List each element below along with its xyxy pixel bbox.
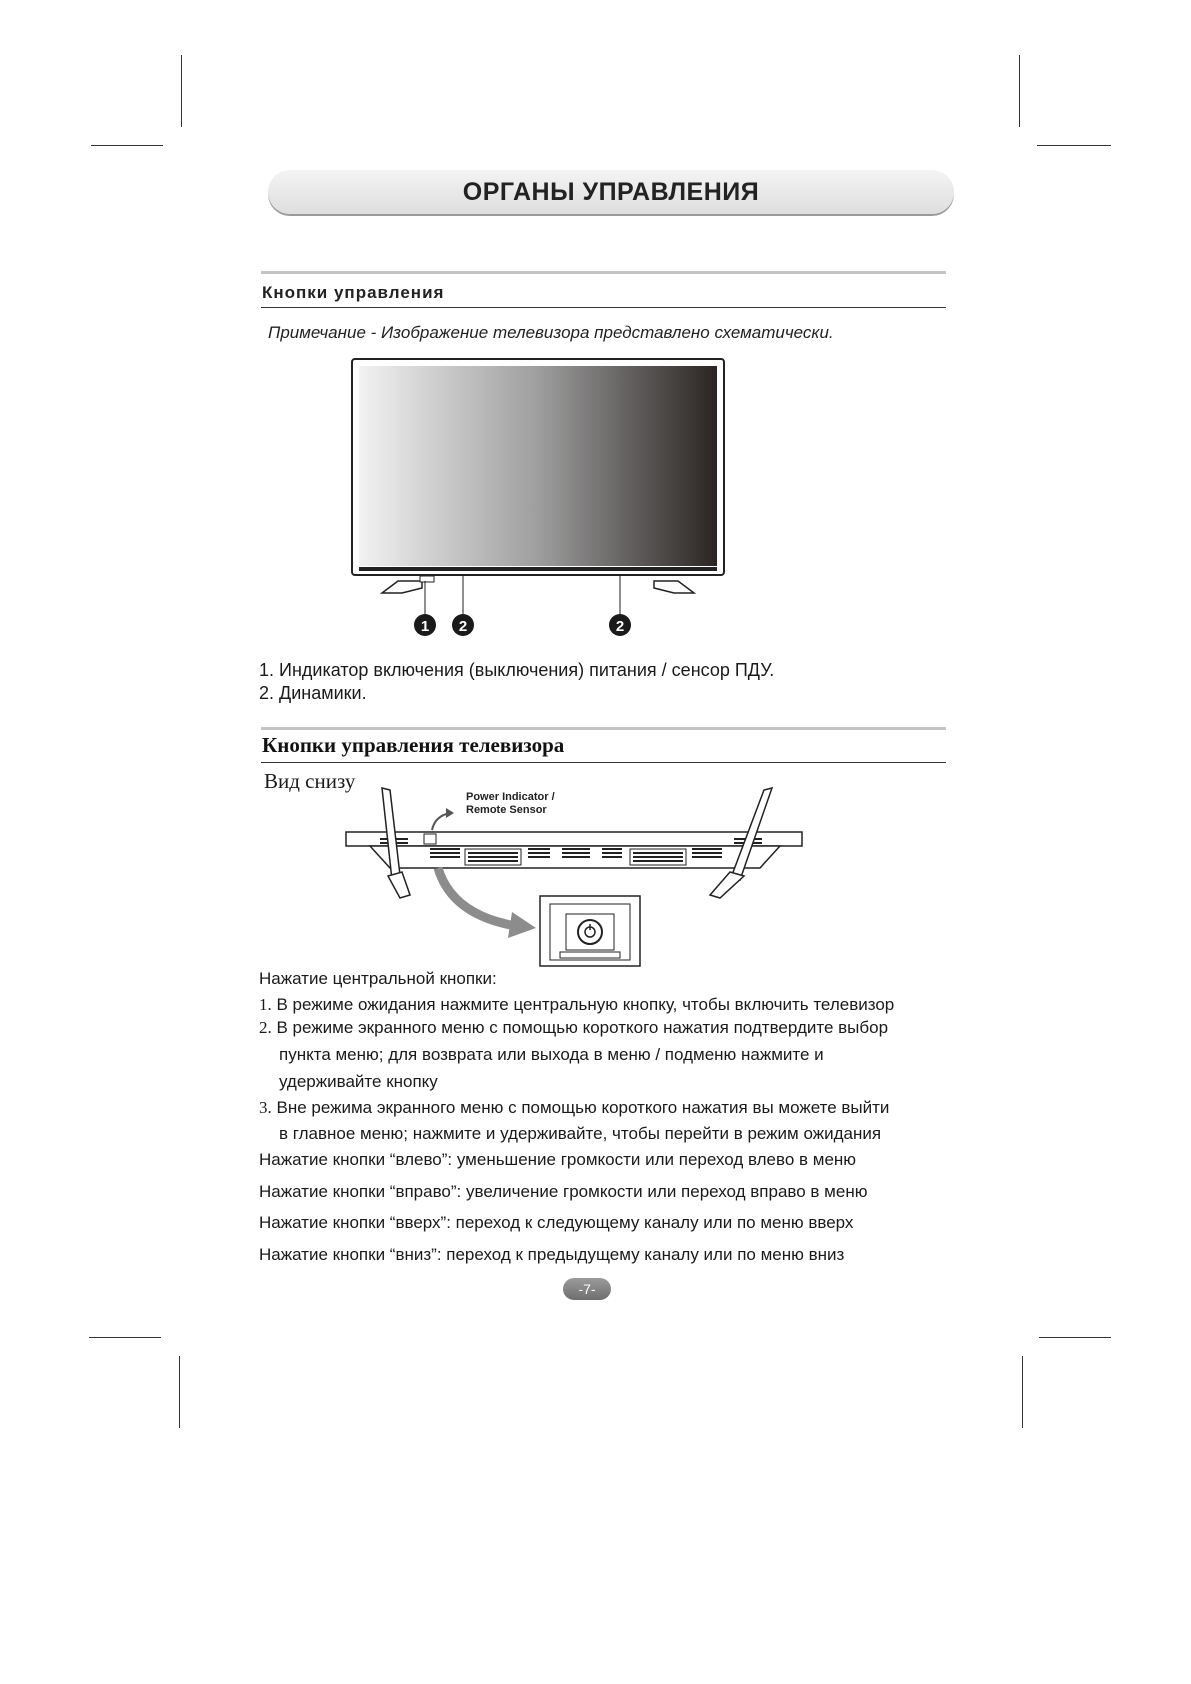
power-button-icon — [578, 920, 602, 944]
crop-mark — [1022, 1356, 1023, 1428]
crop-mark — [89, 1337, 161, 1338]
crop-mark — [1019, 55, 1020, 127]
view-label: Вид снизу — [264, 769, 356, 793]
diagram-label: Remote Sensor — [466, 804, 547, 816]
list-item — [259, 995, 894, 1015]
callout-2 — [452, 614, 474, 636]
list-text: В режиме ожидания нажмите центральную кнопку, чтобы включить телевизор — [276, 995, 895, 1014]
callout-label: 2 — [458, 618, 468, 635]
tv-bottom-view-diagram — [340, 780, 820, 970]
direction-right-text: Нажатие кнопки “вправо”: увеличение громкости или переход вправо в меню — [259, 1182, 868, 1201]
page-number: -7- — [563, 1278, 611, 1300]
schematic-note: Примечание - Изображение телевизора представлено схематически. — [268, 323, 834, 342]
direction-down-text: Нажатие кнопки “вниз”: переход к предыдущему каналу или по меню вниз — [259, 1245, 845, 1264]
list-item: 2. Динамики. — [259, 683, 367, 703]
direction-left-text: Нажатие кнопки “влево”: уменьшение громкости или переход влево в меню — [259, 1150, 857, 1169]
callout-2 — [609, 614, 631, 636]
diagram-label: Power Indicator / — [466, 791, 555, 803]
list-text-continued: в главное меню; нажмите и удерживайте, чтобы перейти в режим ожидания — [279, 1124, 882, 1143]
list-text: В режиме экранного меню с помощью короткого нажатия подтвердите выбор — [276, 1018, 889, 1037]
section-rule — [261, 271, 946, 274]
list-item — [259, 1018, 888, 1038]
list-item: 1. Индикатор включения (выключения) питания / сенсор ПДУ. — [259, 660, 775, 680]
list-text-continued: удерживайте кнопку — [279, 1072, 438, 1091]
crop-mark — [181, 55, 182, 127]
page-title: ОРГАНЫ УПРАВЛЕНИЯ — [462, 178, 760, 206]
section-rule — [261, 727, 946, 730]
section-rule — [261, 762, 946, 763]
section-heading: Кнопки управления телевизора — [262, 733, 565, 757]
callout-label: 2 — [615, 618, 625, 635]
crop-mark — [1039, 1337, 1111, 1338]
section-rule — [261, 307, 946, 308]
center-button-intro: Нажатие центральной кнопки: — [259, 969, 497, 988]
crop-mark — [91, 145, 163, 146]
list-number: 3. — [259, 1098, 272, 1117]
direction-up-text: Нажатие кнопки “вверх”: переход к следующему каналу или по меню вверх — [259, 1213, 854, 1232]
list-number: 1. — [259, 995, 272, 1014]
callout-label: 1 — [420, 618, 430, 635]
list-text: Вне режима экранного меню с помощью короткого нажатия вы можете выйти — [276, 1098, 890, 1117]
list-item — [259, 1098, 889, 1118]
crop-mark — [179, 1356, 180, 1428]
crop-mark — [1037, 145, 1111, 146]
list-text-continued: пункта меню; для возврата или выхода в меню / подменю нажмите и — [279, 1045, 824, 1064]
list-number: 2. — [259, 1018, 272, 1037]
title-banner — [268, 170, 954, 214]
tv-front-diagram — [340, 355, 740, 645]
callout-1 — [414, 614, 436, 636]
section-heading: Кнопки управления — [262, 283, 445, 302]
